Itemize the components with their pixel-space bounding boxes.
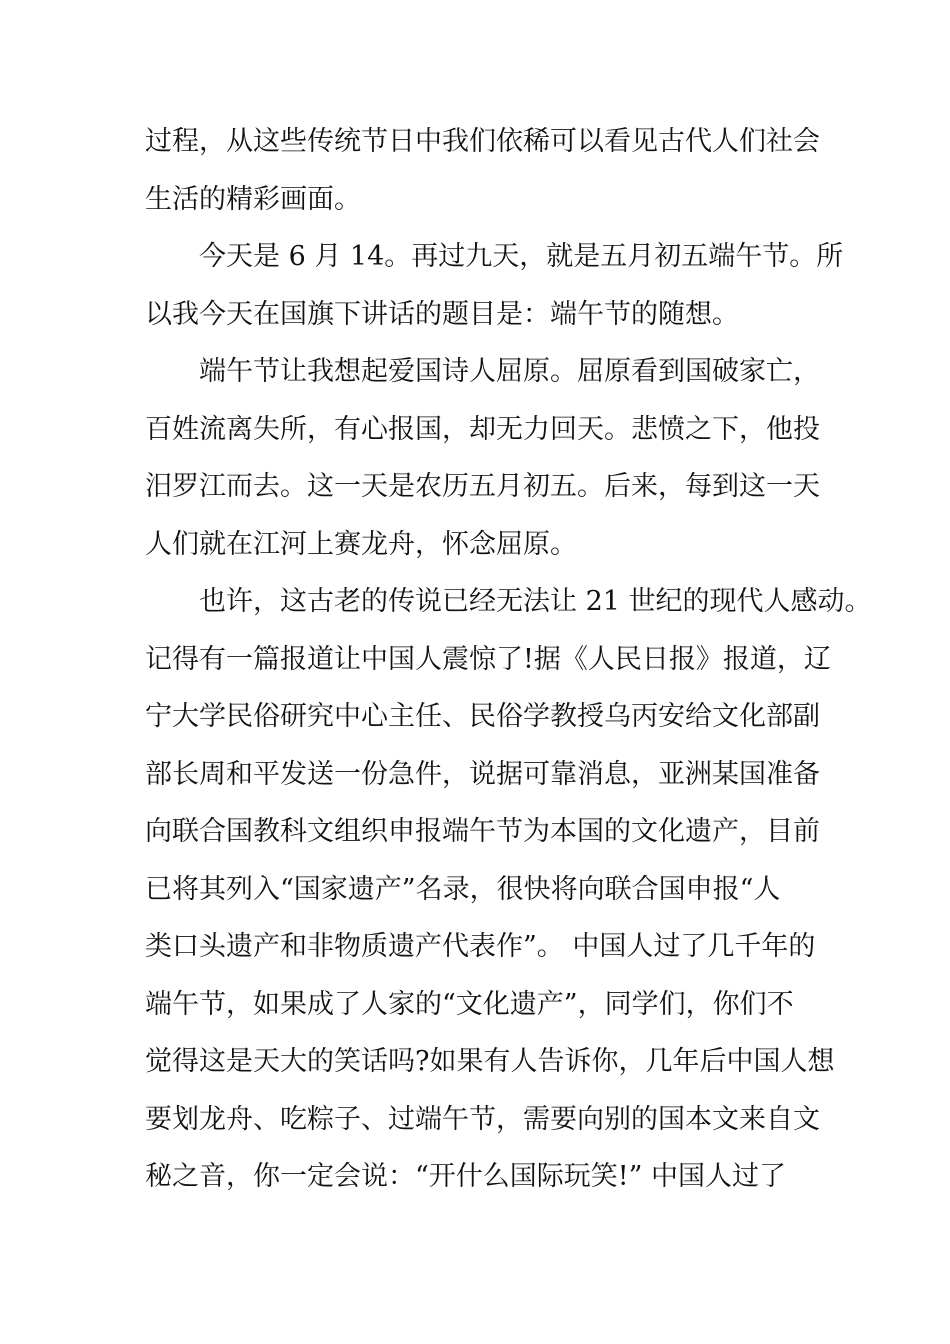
text-line: 生活的精彩画面。 — [145, 183, 361, 215]
text-line: 端午节让我想起爱国诗人屈原。屈原看到国破家亡， — [199, 356, 820, 387]
text-line: 人们就在江河上赛龙舟，怀念屈原。 — [145, 528, 577, 560]
text-line: 百姓流离失所，有心报国，却无力回天。悲愤之下，他投 — [145, 413, 820, 445]
text-line: 类口头遗产和非物质遗产代表作”。 中国人过了几千年的 — [145, 931, 816, 962]
text-line: 也许，这古老的传说已经无法让 21 世纪的现代人感动。 — [199, 586, 872, 617]
text-line: 宁大学民俗研究中心主任、民俗学教授乌丙安给文化部副 — [145, 701, 820, 732]
text-line: 秘之音，你一定会说：“开什么国际玩笑!” 中国人过了 — [145, 1161, 787, 1192]
text-line: 端午节，如果成了人家的“文化遗产”，同学们，你们不 — [145, 988, 794, 1020]
text-line: 过程，从这些传统节日中我们依稀可以看见古代人们社会 — [145, 126, 820, 157]
text-line: 要划龙舟、吃粽子、过端午节，需要向别的国本文来自文 — [145, 1103, 820, 1135]
text-line: 以我今天在国旗下讲话的题目是：端午节的随想。 — [145, 298, 739, 330]
text-line: 记得有一篇报道让中国人震惊了!据《人民日报》报道，辽 — [145, 643, 831, 675]
text-line: 今天是 6 月 14。再过九天，就是五月初五端午节。所 — [199, 241, 844, 272]
text-line: 部长周和平发送一份急件，说据可靠消息，亚洲某国准备 — [145, 758, 820, 790]
text-line: 觉得这是天大的笑话吗?如果有人告诉你，几年后中国人想 — [145, 1046, 835, 1077]
body-text — [145, 113, 872, 1206]
text-line: 向联合国教科文组织申报端午节为本国的文化遗产，目前 — [145, 816, 820, 847]
text-line: 已将其列入“国家遗产”名录，很快将向联合国申报“人 — [145, 873, 781, 905]
text-line: 汨罗江而去。这一天是农历五月初五。后来，每到这一天 — [145, 471, 820, 502]
